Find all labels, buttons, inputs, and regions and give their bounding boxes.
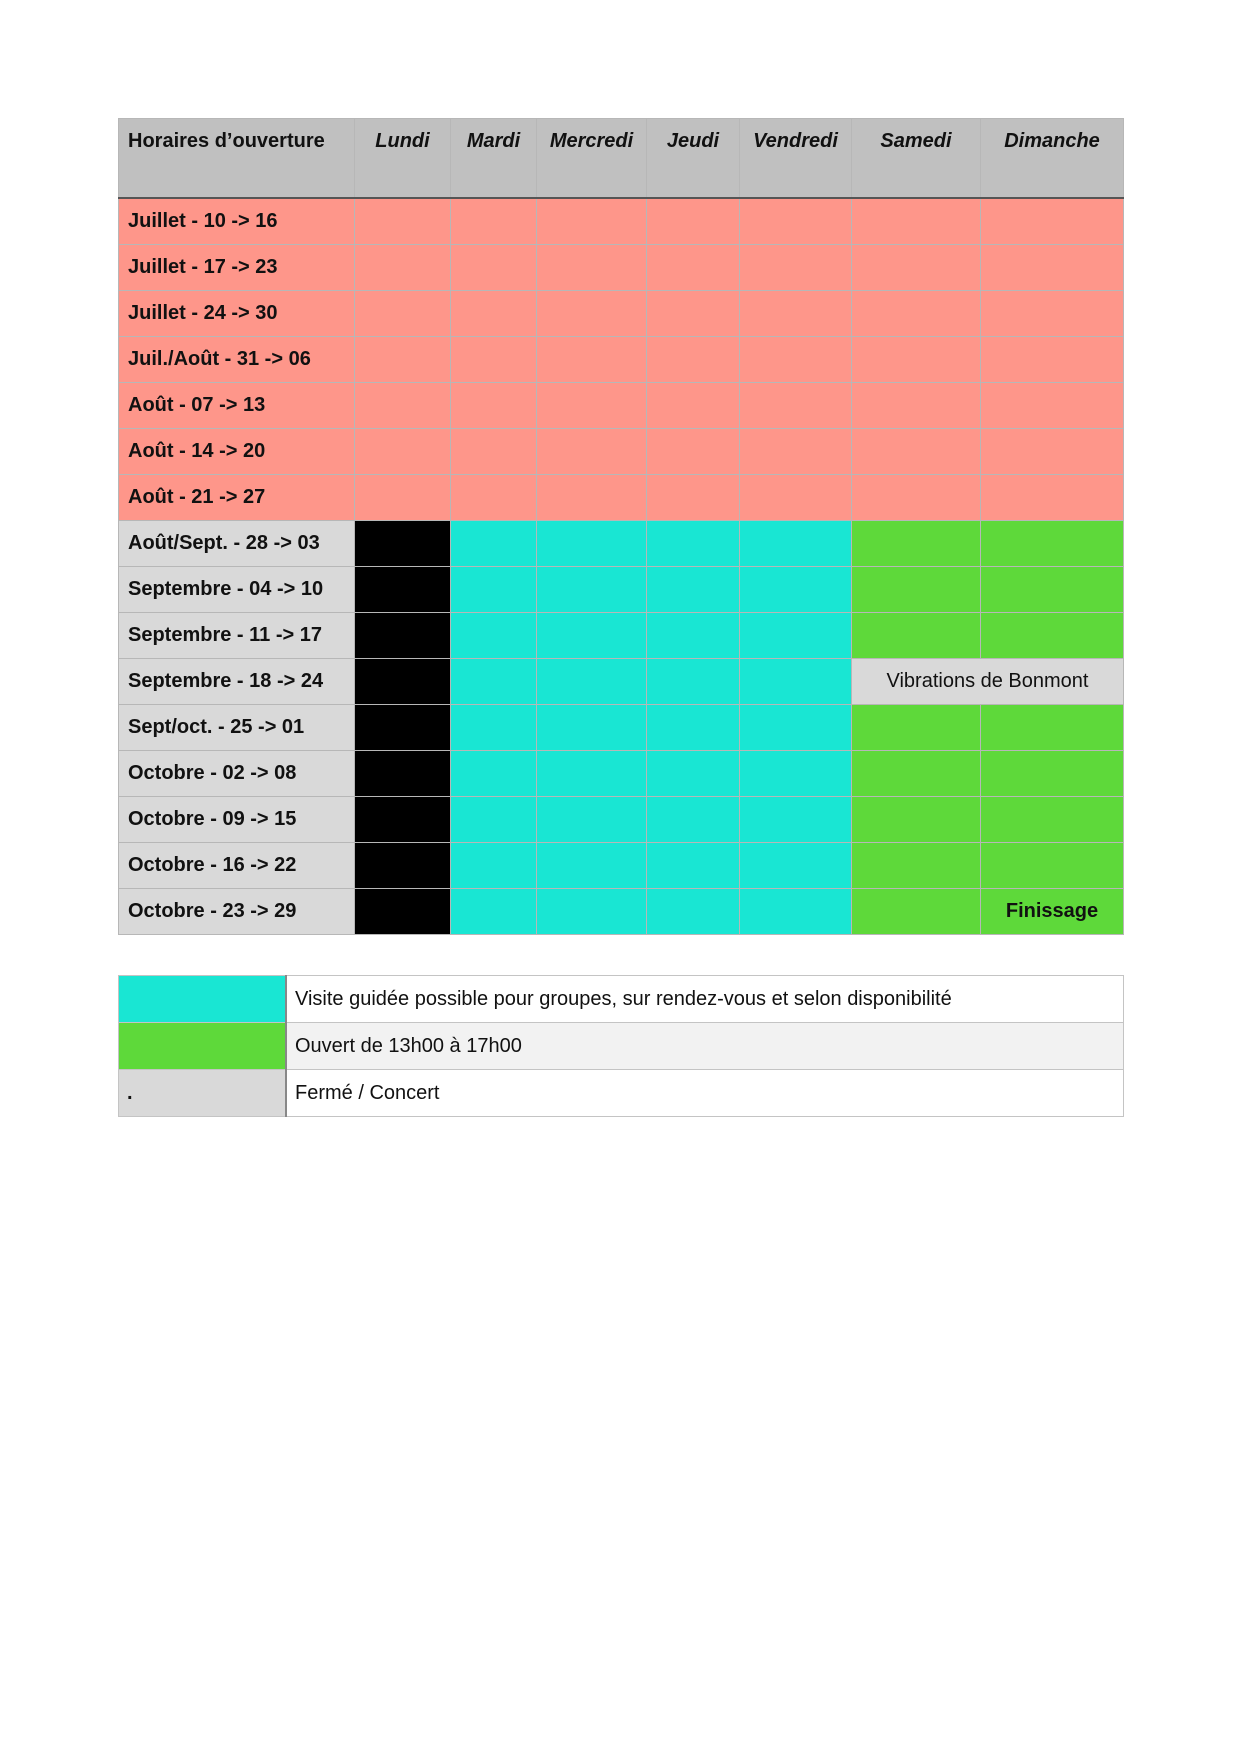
- day-cell: [740, 198, 852, 244]
- day-cell: [740, 290, 852, 336]
- day-cell: [740, 520, 852, 566]
- day-cell: [537, 428, 647, 474]
- table-row: [119, 474, 1124, 520]
- table-row: [119, 382, 1124, 428]
- day-cell: [537, 290, 647, 336]
- day-cell: [740, 658, 852, 704]
- header-day-lundi: Lundi: [355, 119, 451, 199]
- day-cell: [852, 290, 981, 336]
- header-day-jeudi: Jeudi: [647, 119, 740, 199]
- day-cell: [852, 842, 981, 888]
- day-cell: [647, 612, 740, 658]
- day-cell: [451, 244, 537, 290]
- day-cell: [981, 474, 1124, 520]
- day-cell: [981, 842, 1124, 888]
- day-cell: [537, 244, 647, 290]
- table-row: [119, 290, 1124, 336]
- day-cell: [355, 336, 451, 382]
- day-cell: [852, 612, 981, 658]
- day-cell: [537, 198, 647, 244]
- day-cell: [451, 658, 537, 704]
- day-cell: [537, 336, 647, 382]
- day-cell: [355, 750, 451, 796]
- day-cell: [647, 336, 740, 382]
- day-cell: [451, 566, 537, 612]
- legend-table: [118, 975, 1124, 1117]
- legend-row: [119, 1070, 1124, 1117]
- table-row: [119, 612, 1124, 658]
- table-row: [119, 244, 1124, 290]
- week-label: Octobre - 09 -> 15: [119, 796, 355, 842]
- day-cell: [852, 474, 981, 520]
- day-cell: [355, 428, 451, 474]
- day-cell: [852, 382, 981, 428]
- day-cell: [537, 658, 647, 704]
- day-cell: [537, 520, 647, 566]
- day-cell: [981, 290, 1124, 336]
- weekend-event-cell: Vibrations de Bonmont: [852, 658, 1124, 704]
- day-cell: [981, 244, 1124, 290]
- week-label: Sept/oct. - 25 -> 01: [119, 704, 355, 750]
- day-cell: [451, 612, 537, 658]
- legend-text: Visite guidée possible pour groupes, sur rendez-vous et selon disponibilité: [286, 976, 1124, 1023]
- day-cell: [647, 382, 740, 428]
- day-cell: [355, 198, 451, 244]
- day-cell: [647, 796, 740, 842]
- day-cell: [740, 244, 852, 290]
- day-cell: [451, 796, 537, 842]
- day-cell: [981, 198, 1124, 244]
- day-cell: [647, 290, 740, 336]
- week-label: Août - 14 -> 20: [119, 428, 355, 474]
- header-day-samedi: Samedi: [852, 119, 981, 199]
- table-row: [119, 842, 1124, 888]
- day-cell: [451, 750, 537, 796]
- day-cell: [740, 842, 852, 888]
- legend-row: [119, 1023, 1124, 1070]
- day-cell: [740, 750, 852, 796]
- table-row: [119, 520, 1124, 566]
- day-cell: [647, 888, 740, 934]
- table-row: [119, 198, 1124, 244]
- day-cell: [537, 796, 647, 842]
- day-cell: [981, 750, 1124, 796]
- week-label: Juillet - 24 -> 30: [119, 290, 355, 336]
- day-cell: [537, 888, 647, 934]
- day-cell: [451, 382, 537, 428]
- day-cell: [537, 382, 647, 428]
- day-cell: [355, 566, 451, 612]
- day-cell: [647, 428, 740, 474]
- table-row: [119, 428, 1124, 474]
- day-cell: [355, 290, 451, 336]
- day-cell: [740, 796, 852, 842]
- day-cell: [537, 612, 647, 658]
- week-label: Octobre - 16 -> 22: [119, 842, 355, 888]
- day-cell: [451, 290, 537, 336]
- day-cell: [451, 842, 537, 888]
- day-cell: [537, 704, 647, 750]
- day-cell: [981, 704, 1124, 750]
- day-cell: [537, 842, 647, 888]
- day-cell: [852, 520, 981, 566]
- day-cell: [740, 704, 852, 750]
- week-label: Août - 07 -> 13: [119, 382, 355, 428]
- day-cell: [355, 888, 451, 934]
- week-label: Août/Sept. - 28 -> 03: [119, 520, 355, 566]
- day-cell: [740, 428, 852, 474]
- finissage-cell: Finissage: [981, 888, 1124, 934]
- header-day-dimanche: Dimanche: [981, 119, 1124, 199]
- day-cell: [355, 796, 451, 842]
- day-cell: [537, 566, 647, 612]
- header-day-mardi: Mardi: [451, 119, 537, 199]
- day-cell: [647, 750, 740, 796]
- day-cell: [981, 520, 1124, 566]
- week-label: Août - 21 -> 27: [119, 474, 355, 520]
- week-label: Octobre - 02 -> 08: [119, 750, 355, 796]
- table-row: [119, 336, 1124, 382]
- day-cell: [981, 566, 1124, 612]
- legend-text: Ouvert de 13h00 à 17h00: [286, 1023, 1124, 1070]
- day-cell: [355, 704, 451, 750]
- table-row: [119, 750, 1124, 796]
- day-cell: [537, 750, 647, 796]
- day-cell: [647, 566, 740, 612]
- day-cell: [852, 198, 981, 244]
- day-cell: [852, 796, 981, 842]
- table-row: [119, 566, 1124, 612]
- day-cell: [355, 382, 451, 428]
- legend-swatch: [119, 976, 287, 1023]
- day-cell: [355, 244, 451, 290]
- opening-hours-table: [118, 118, 1124, 935]
- day-cell: [647, 658, 740, 704]
- day-cell: [355, 474, 451, 520]
- day-cell: [740, 336, 852, 382]
- day-cell: [355, 612, 451, 658]
- day-cell: [355, 520, 451, 566]
- day-cell: [451, 428, 537, 474]
- day-cell: [852, 566, 981, 612]
- table-row: [119, 888, 1124, 934]
- day-cell: [852, 888, 981, 934]
- table-header-row: [119, 119, 1124, 199]
- legend-text: Fermé / Concert: [286, 1070, 1124, 1117]
- day-cell: [852, 244, 981, 290]
- day-cell: [451, 336, 537, 382]
- header-opening-hours: Horaires d’ouverture: [119, 119, 355, 199]
- day-cell: [647, 842, 740, 888]
- day-cell: [740, 888, 852, 934]
- day-cell: [981, 612, 1124, 658]
- week-label: Septembre - 11 -> 17: [119, 612, 355, 658]
- day-cell: [740, 612, 852, 658]
- day-cell: [647, 198, 740, 244]
- week-label: Octobre - 23 -> 29: [119, 888, 355, 934]
- header-day-mercredi: Mercredi: [537, 119, 647, 199]
- week-label: Juil./Août - 31 -> 06: [119, 336, 355, 382]
- day-cell: [740, 382, 852, 428]
- table-row: [119, 704, 1124, 750]
- day-cell: [852, 704, 981, 750]
- day-cell: [981, 796, 1124, 842]
- day-cell: [537, 474, 647, 520]
- day-cell: [740, 566, 852, 612]
- day-cell: [647, 244, 740, 290]
- day-cell: [981, 382, 1124, 428]
- legend-swatch: [119, 1023, 287, 1070]
- day-cell: [451, 474, 537, 520]
- day-cell: [451, 888, 537, 934]
- day-cell: [981, 428, 1124, 474]
- day-cell: [451, 520, 537, 566]
- day-cell: [355, 658, 451, 704]
- day-cell: [852, 428, 981, 474]
- header-day-vendredi: Vendredi: [740, 119, 852, 199]
- table-row: [119, 796, 1124, 842]
- day-cell: [981, 336, 1124, 382]
- table-row: [119, 658, 1124, 704]
- day-cell: [852, 750, 981, 796]
- day-cell: [647, 704, 740, 750]
- week-label: Juillet - 10 -> 16: [119, 198, 355, 244]
- day-cell: [852, 336, 981, 382]
- day-cell: [451, 704, 537, 750]
- legend-row: [119, 976, 1124, 1023]
- day-cell: [740, 474, 852, 520]
- day-cell: [647, 520, 740, 566]
- legend-swatch: .: [119, 1070, 287, 1117]
- day-cell: [355, 842, 451, 888]
- day-cell: [647, 474, 740, 520]
- week-label: Juillet - 17 -> 23: [119, 244, 355, 290]
- day-cell: [451, 198, 537, 244]
- week-label: Septembre - 04 -> 10: [119, 566, 355, 612]
- week-label: Septembre - 18 -> 24: [119, 658, 355, 704]
